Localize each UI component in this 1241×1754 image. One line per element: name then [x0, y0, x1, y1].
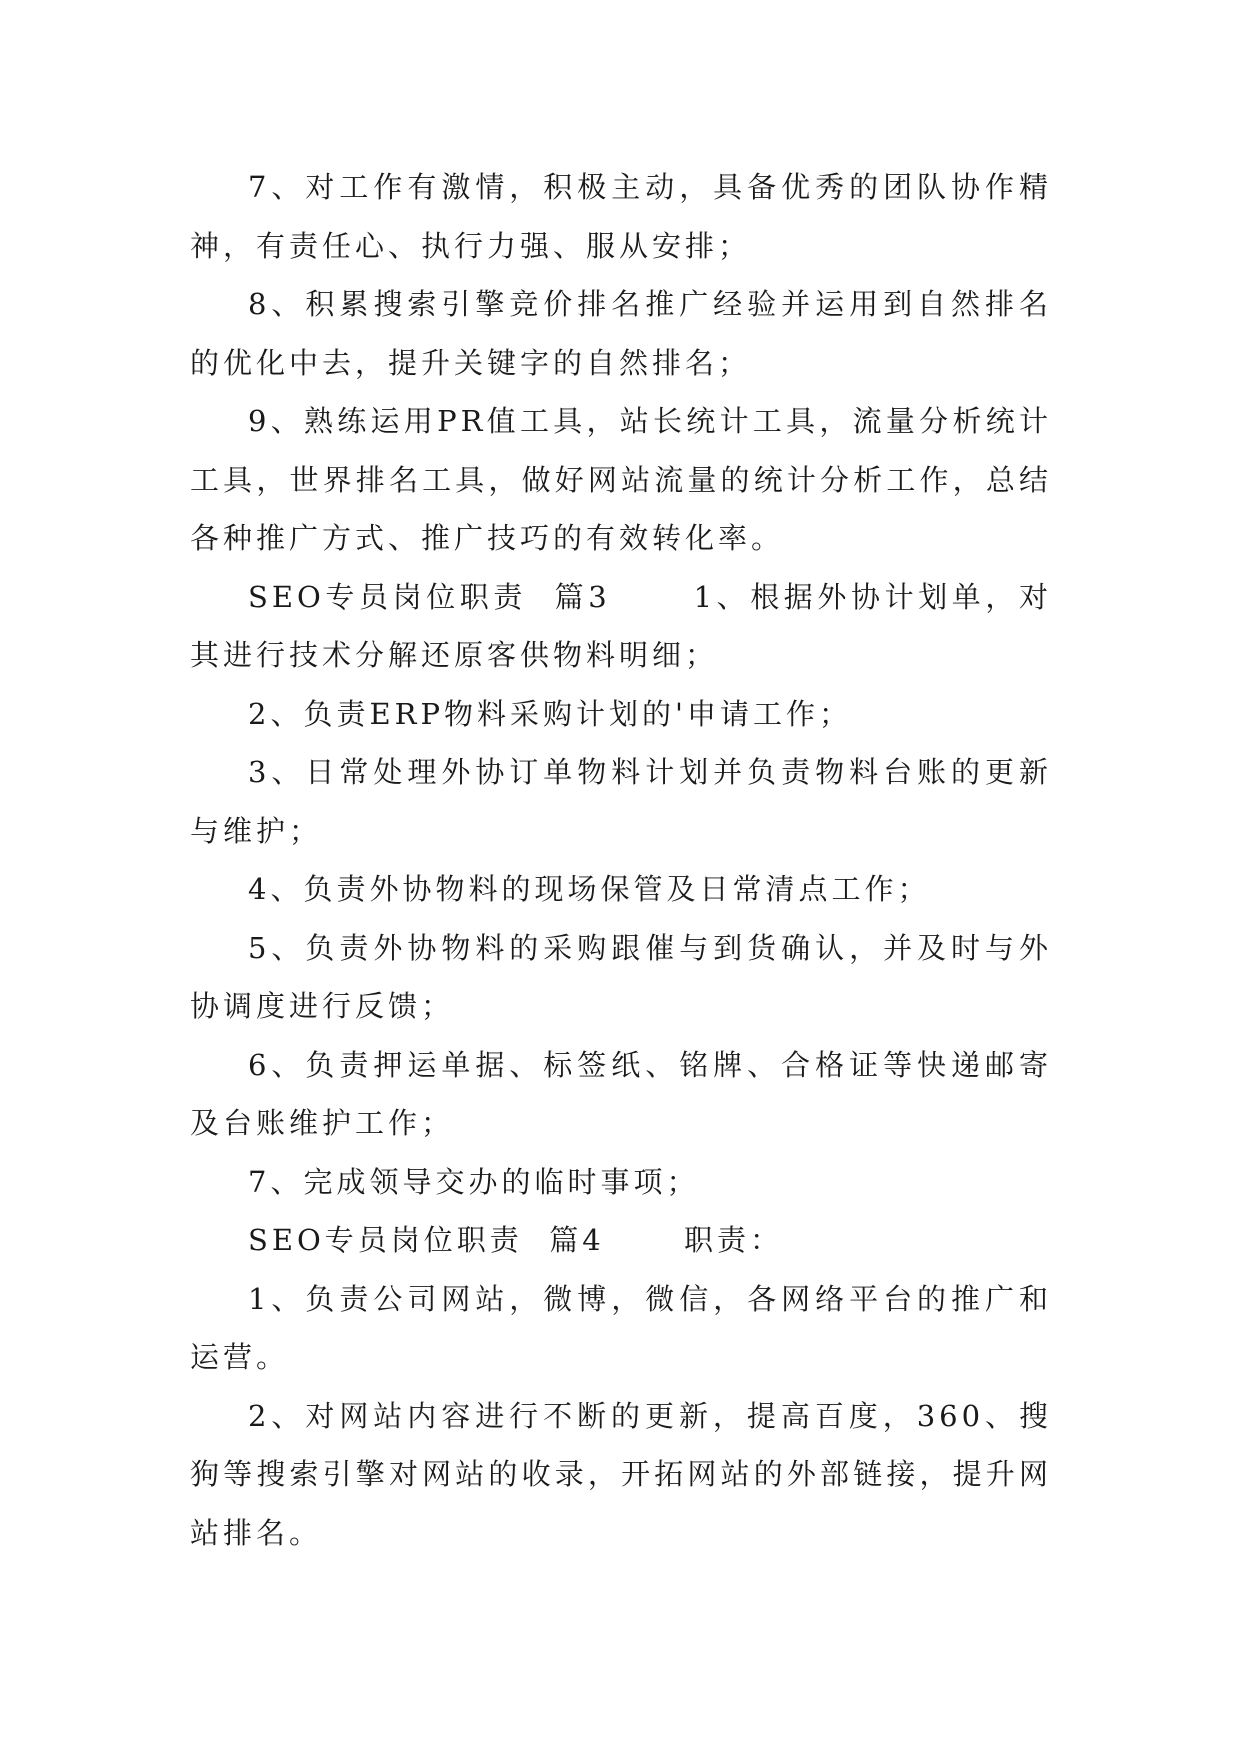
paragraph-item-9-tools: 9、熟练运用PR值工具，站长统计工具，流量分析统计工具，世界排名工具，做好网站流量的统计分析工作，总结各种推广方式、推广技巧的有效转化率。: [190, 404, 1052, 555]
paragraph-item-3-orders: 3、日常处理外协订单物料计划并负责物料台账的更新与维护；: [190, 755, 1052, 848]
paragraph-item-5-follow-up: 5、负责外协物料的采购跟催与到货确认，并及时与外协调度进行反馈；: [190, 930, 1052, 1023]
paragraph-item-1-promotion: 1、负责公司网站，微博，微信，各网络平台的推广和运营。: [190, 1281, 1052, 1374]
paragraph-item-2-content-update: 2、对网站内容进行不断的更新，提高百度，360、搜狗等搜索引擎对网站的收录，开拓网站的外部链接，提升网站排名。: [190, 1398, 1052, 1550]
document-page: [190, 158, 1052, 1562]
paragraph-item-7-enthusiasm: 7、对工作有激情，积极主动，具备优秀的团队协作精神，有责任心、执行力强、服从安排；: [190, 170, 1052, 263]
paragraph-item-6-shipping: 6、负责押运单据、标签纸、铭牌、合格证等快递邮寄及台账维护工作；: [190, 1047, 1052, 1140]
paragraph-item-4-custody: 4、负责外协物料的现场保管及日常清点工作；: [248, 872, 931, 906]
paragraph-item-7-temporary-tasks: 7、完成领导交办的临时事项；: [248, 1164, 700, 1199]
paragraph-item-2-erp: 2、负责ERP物料采购计划的'申请工作；: [248, 696, 852, 731]
section-4-heading-paragraph: SEO专员岗位职责 篇4 职责：: [248, 1223, 784, 1257]
paragraph-item-8-bidding-experience: 8、积累搜索引擎竞价排名推广经验并运用到自然排名的优化中去，提升关键字的自然排名；: [190, 287, 1052, 380]
section-3-heading-paragraph: SEO专员岗位职责 篇3 1、根据外协计划单，对其进行技术分解还原客供物料明细；: [190, 579, 1052, 672]
